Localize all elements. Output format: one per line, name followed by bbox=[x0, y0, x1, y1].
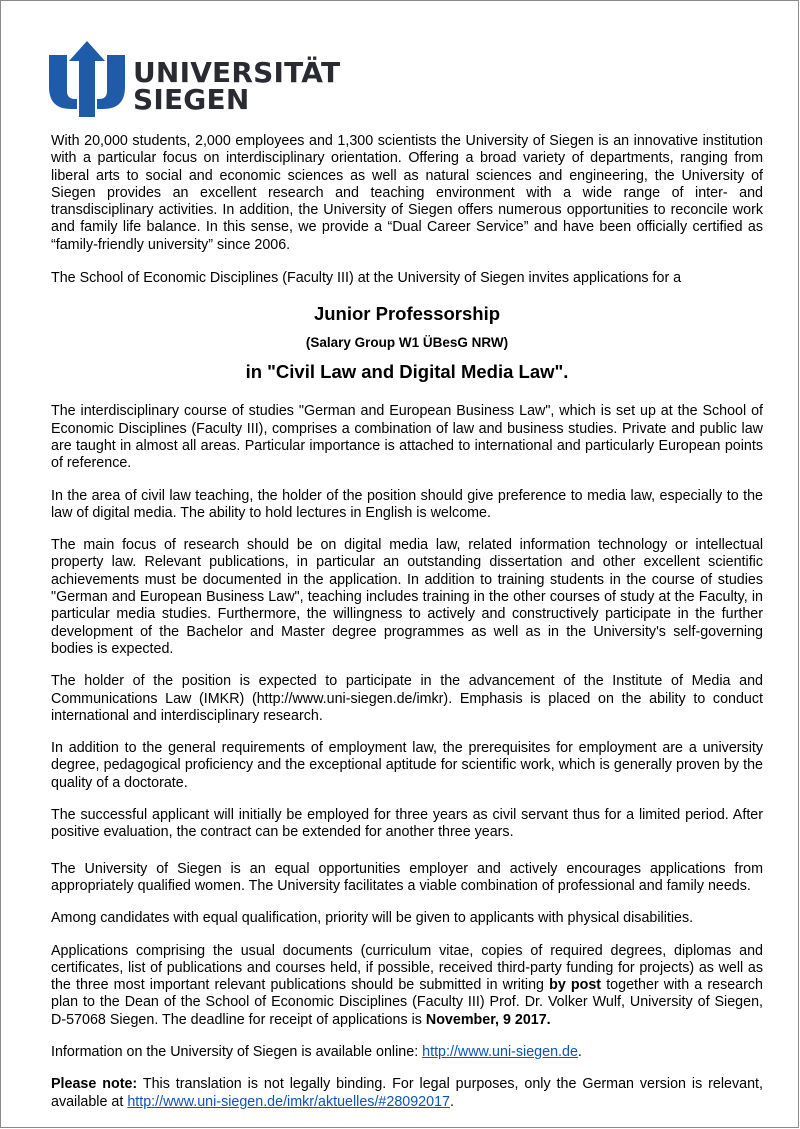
application-text-1: Applications comprising the usual documents (curriculum vitae, copies of required degrees, diplomas and certificates, list of publications and courses held, if possible, received third-party funding for projects) as well as the three most important relevant publications should be submitted in writing bbox=[51, 942, 763, 994]
paragraph-research: The main focus of research should be on digital media law, related information technology or intellectual property law. Relevant publications, in particular an outstanding dissertation and other excellent scientific achievements must be documented in the application. In addition to training students in the course of studies "German and European Business Law", teaching includes training in the other courses of study at the Faculty, in particular media studies. Furthermore, the willingness to actively and constructively participate in the further development of the Bachelor and Master degree programmes as well as in the University's self-governing bodies is expected. bbox=[51, 537, 763, 657]
intro-paragraph: With 20,000 students, 2,000 employees and 1,300 scientists the University of Siegen is an innovative institution with a particular focus on interdisciplinary orientation. Offering a broad variety of departments, ranging from liberal arts to social and economic sciences as well as natural sciences and engineering, the University of Siegen provides an excellent research and teaching environment with a wide range of inter- and transdisciplinary activities. In addition, the University of Siegen offers numerous opportunities to reconcile work and family life balance. In this sense, we provide a “Dual Career Service” and have been officially certified as “family-friendly university” since 2006. bbox=[51, 133, 763, 253]
info-end: . bbox=[577, 1043, 582, 1060]
paragraph-institute: The holder of the position is expected to participate in the advancement of the Institute of Media and Communications Law (IMKR) (http://www.uni-siegen.de/imkr). Emphasis is placed on the ability to conduct international and interdisciplinary research. bbox=[51, 673, 763, 724]
application-text-2: together with a research plan to the Dean of the School of Economic Disciplines (Faculty III) Prof. Dr. Volker Wulf, University of Siegen, D-57068 Siegen. The deadline for receipt of applications is bbox=[51, 977, 763, 1028]
paragraph-employment: The successful applicant will initially be employed for three years as civil servant thus for a limited period. After positive evaluation, the contract can be extended for another three years. bbox=[51, 807, 763, 841]
note-end: . bbox=[449, 1093, 454, 1110]
paragraph-application bbox=[51, 943, 763, 1029]
university-website-link[interactable]: http://www.uni-siegen.de bbox=[422, 1043, 578, 1060]
position-title: Junior Professorship bbox=[313, 303, 501, 325]
invitation-text: The School of Economic Disciplines (Faculty III) at the University of Siegen invites applications for a bbox=[51, 270, 682, 287]
paragraph-info bbox=[51, 1044, 763, 1061]
university-logo bbox=[47, 39, 341, 119]
info-text: Information on the University of Siegen is available online: bbox=[51, 1043, 423, 1060]
paragraph-equal-opportunity: The University of Siegen is an equal opportunities employer and actively encourages applications from appropriately qualified women. The University facilitates a viable combination of professional and family needs. bbox=[51, 860, 763, 894]
application-by-post: by post bbox=[549, 977, 602, 994]
logo-line-2: SIEGEN bbox=[133, 83, 250, 116]
logo-line-1: UNIVERSITÄT bbox=[133, 56, 341, 89]
document-body bbox=[51, 133, 763, 1111]
paragraph-requirements: In addition to the general requirements of employment law, the prerequisites for employment are a university degree, pedagogical proficiency and the exceptional aptitude for scientific work, which is generally proven by the quality of a doctorate. bbox=[51, 740, 763, 791]
paragraph-disabilities: Among candidates with equal qualification, priority will be given to applicants with physical disabilities. bbox=[51, 910, 694, 927]
note-text: This translation is not legally binding. For legal purposes, only the German version is relevant, available at bbox=[51, 1076, 763, 1110]
note-label: Please note: bbox=[51, 1076, 138, 1093]
paragraph-course: The interdisciplinary course of studies "German and European Business Law", which is set up at the School of Economic Disciplines (Faculty III), comprises a combination of law and business studies. Private and public law are taught in almost all areas. Particular importance is attached to international and particularly European points of reference. bbox=[51, 403, 763, 472]
logo-wordmark bbox=[133, 56, 341, 116]
german-version-link[interactable]: http://www.uni-siegen.de/imkr/aktuelles/#28092017 bbox=[127, 1093, 450, 1110]
paragraph-teaching: In the area of civil law teaching, the holder of the position should give preference to media law, especially to the law of digital media. The ability to hold lectures in English is welcome. bbox=[51, 487, 763, 521]
position-field: in "Civil Law and Digital Media Law". bbox=[245, 361, 569, 383]
paragraph-note bbox=[51, 1076, 763, 1111]
application-deadline: November, 9 2017. bbox=[425, 1011, 551, 1028]
university-logo-icon bbox=[47, 39, 127, 119]
salary-group: (Salary Group W1 ÜBesG NRW) bbox=[305, 335, 509, 351]
